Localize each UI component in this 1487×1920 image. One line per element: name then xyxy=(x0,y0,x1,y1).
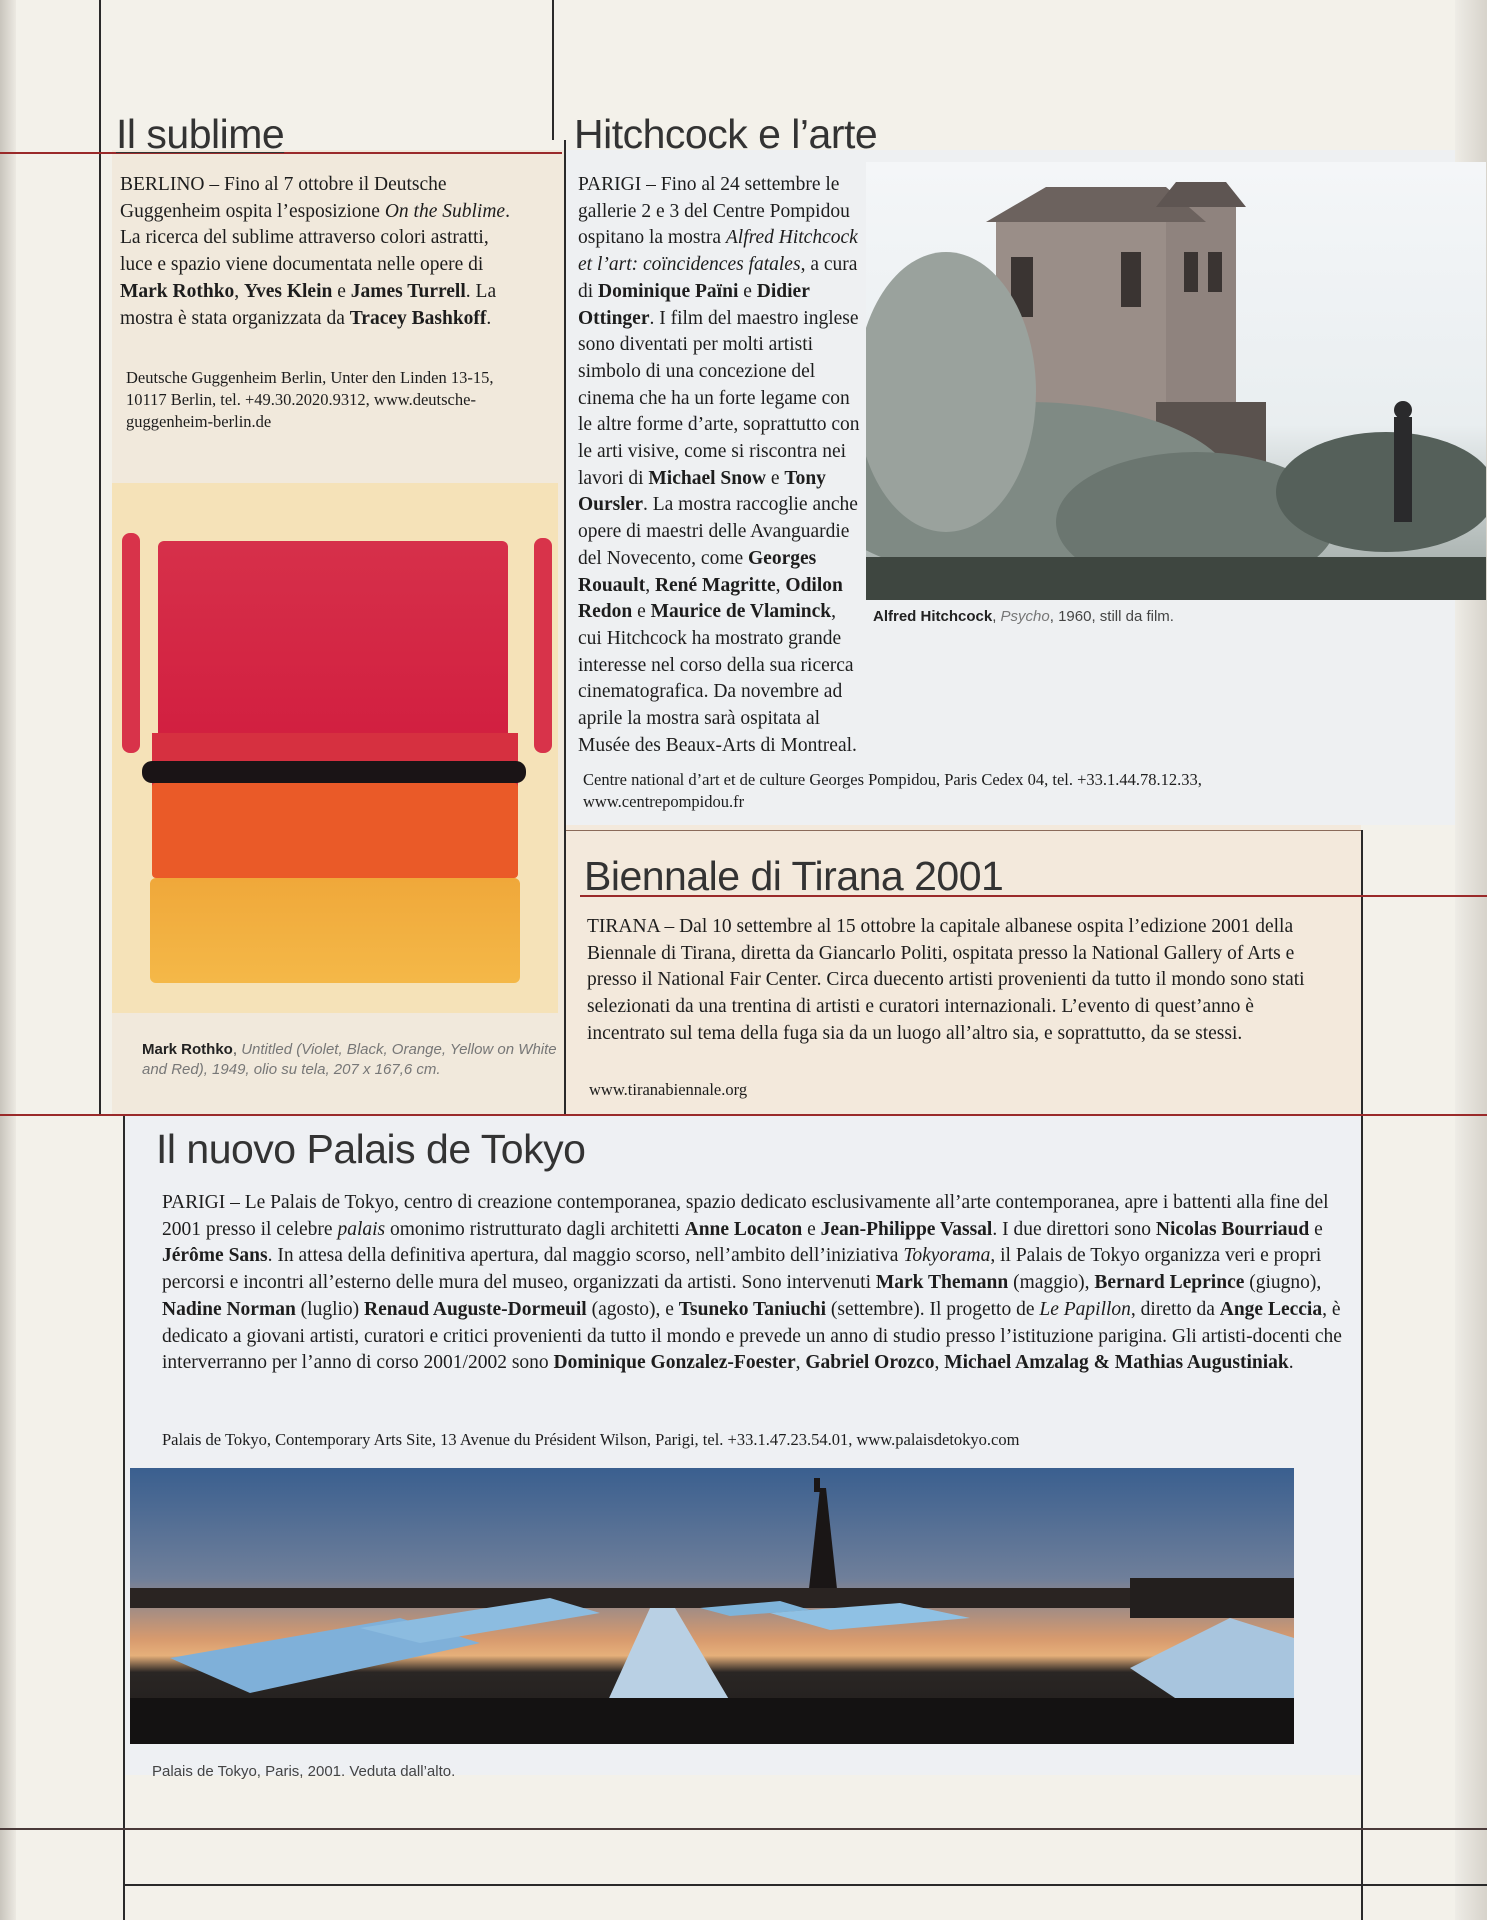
palais-lead-city: PARIGI – xyxy=(162,1192,245,1213)
sublime-body: BERLINO – Fino al 7 ottobre il Deutsche Guggenheim ospita l’esposizione On the Sublime. La ricerca del sublime attraverso colori astratti, luce e spazio viene documentata nelle opere di Mark Rothko, Yves Klein e James Turrell. La mostra è stata organizzata da Tracey Bashkoff. xyxy=(120,174,510,329)
hitchcock-lead-city: PARIGI – xyxy=(578,174,661,195)
hitchcock-body-column: PARIGI – Fino al 24 settembre le gallerie 2 e 3 del Centre Pompidou ospitano la mostra Alfred Hitchcock et l’art: coïncidences fatales, a cura di Dominique Païni e Didier Ottinger. I film del maestro inglese sono diventati per molti artisti simbolo di una concezione del cinema che ha un forte legame con le altre forme d’arte, soprattutto con le arti visive, come si riscontra nei lavori di Michael Snow e Tony Oursler. La mostra raccoglie anche opere di maestri delle Avanguardie del Novecento, come Georges Rouault, René Magritte, Odilon Redon e Maurice de Vlaminck, cui Hitchcock ha mostrato grande interesse nel corso della sua ricerca cinematografica. Da novembre ad aprile la mostra sarà ospitata al Musée des Beaux-Arts di Montreal. xyxy=(578,174,860,756)
palais-info: Palais de Tokyo, Contemporary Arts Site, 13 Avenue du Président Wilson, Parigi, tel. +33.1.47.23.54.01, www.palaisdetokyo.com xyxy=(162,1430,1020,1449)
rothko-red-band-left xyxy=(122,533,140,753)
tirana-body: TIRANA – Dal 10 settembre al 15 ottobre la capitale albanese ospita l’edizione 2001 della Biennale di Tirana, diretta da Giancarlo Politi, ospitata presso la National Gallery of Arts e presso il National Fair Center. Circa duecento artisti provenienti da tutto il mondo sono stati selezionati da una trentina di artisti e curatori internazionali. L’evento di quest’anno è incentrato sul tema della fuga sia da un luogo all’altro sia, e soprattutto, da se stessi. xyxy=(587,916,1305,1044)
rule-right xyxy=(1361,830,1363,1920)
palais-rooftop-illustration xyxy=(130,1468,1294,1744)
tirana-title: Biennale di Tirana 2001 xyxy=(584,853,1004,899)
rule-left xyxy=(99,0,101,1115)
tirana-info: www.tiranabiennale.org xyxy=(589,1080,748,1099)
sublime-info: Deutsche Guggenheim Berlin, Unter den Linden 13-15, 10117 Berlin, tel. +49.30.2020.9312, www.deutsche-guggenheim-berlin.de xyxy=(126,368,494,431)
palais-caption: Palais de Tokyo, Paris, 2001. Veduta dall’alto. xyxy=(152,1763,456,1780)
psycho-house-illustration xyxy=(866,162,1486,600)
rule-bottom-2 xyxy=(123,1884,1487,1886)
tirana-lead-city: TIRANA – xyxy=(587,916,680,937)
sublime-caption: Mark Rothko, Untitled (Violet, Black, Orange, Yellow on White and Red), 1949, olio su tela, 207 x 167,6 cm. xyxy=(142,1041,557,1078)
palais-panorama-image xyxy=(130,1468,1294,1744)
sublime-lead-city: BERLINO – xyxy=(120,174,224,195)
rothko-red-field xyxy=(158,541,508,741)
rule-middle xyxy=(0,1114,1487,1116)
rule-tirana-top xyxy=(566,830,1361,831)
hitchcock-info: Centre national d’art et de culture Georges Pompidou, Paris Cedex 04, tel. +33.1.44.78.12.33, www.centrepompidou.fr xyxy=(583,770,1202,811)
sublime-title: Il sublime xyxy=(116,111,285,157)
rule-bottom-1 xyxy=(0,1828,1487,1830)
rule-left-lower xyxy=(123,1115,125,1920)
hitchcock-title: Hitchcock e l’arte xyxy=(574,111,878,157)
psycho-still-image xyxy=(866,162,1486,600)
rothko-red-band-right xyxy=(534,538,552,753)
rothko-black-band xyxy=(142,761,526,783)
rothko-orange-field xyxy=(152,783,518,878)
rule-center-lower xyxy=(564,140,566,1115)
hitchcock-caption: Alfred Hitchcock, Psycho, 1960, still da film. xyxy=(873,608,1174,625)
rothko-painting-image xyxy=(112,483,558,1013)
rothko-yellow-field xyxy=(150,878,520,983)
palais-title: Il nuovo Palais de Tokyo xyxy=(156,1126,586,1172)
page-edge-left xyxy=(0,0,16,1920)
rule-center xyxy=(552,0,554,140)
palais-body: PARIGI – Le Palais de Tokyo, centro di creazione contemporanea, spazio dedicato esclusivamente all’arte contemporanea, apre i battenti alla fine del 2001 presso il celebre palais omonimo ristrutturato dagli architetti Anne Locaton e Jean-Philippe Vassal. I due direttori sono Nicolas Bourriaud e Jérôme Sans. In attesa della definitiva apertura, dal maggio scorso, nell’ambito dell’iniziativa Tokyorama, il Palais de Tokyo organizza veri e propri percorsi e incontri all’esterno delle mura del museo, organizzati da artisti. Sono intervenuti Mark Themann (maggio), Bernard Leprince (giugno), Nadine Norman (luglio) Renaud Auguste-Dormeuil (agosto), e Tsuneko Taniuchi (settembre). Il progetto de Le Papillon, diretto da Ange Leccia, è dedicato a giovani artisti, curatori e critici provenienti da tutto il mondo e prevede un anno di studio presso l’istituzione parigina. Gli artisti-docenti che interverranno per l’anno di corso 2001/2002 sono Dominique Gonzalez-Foester, Gabriel Orozco, Michael Amzalag & Mathias Augustiniak. xyxy=(162,1192,1342,1374)
